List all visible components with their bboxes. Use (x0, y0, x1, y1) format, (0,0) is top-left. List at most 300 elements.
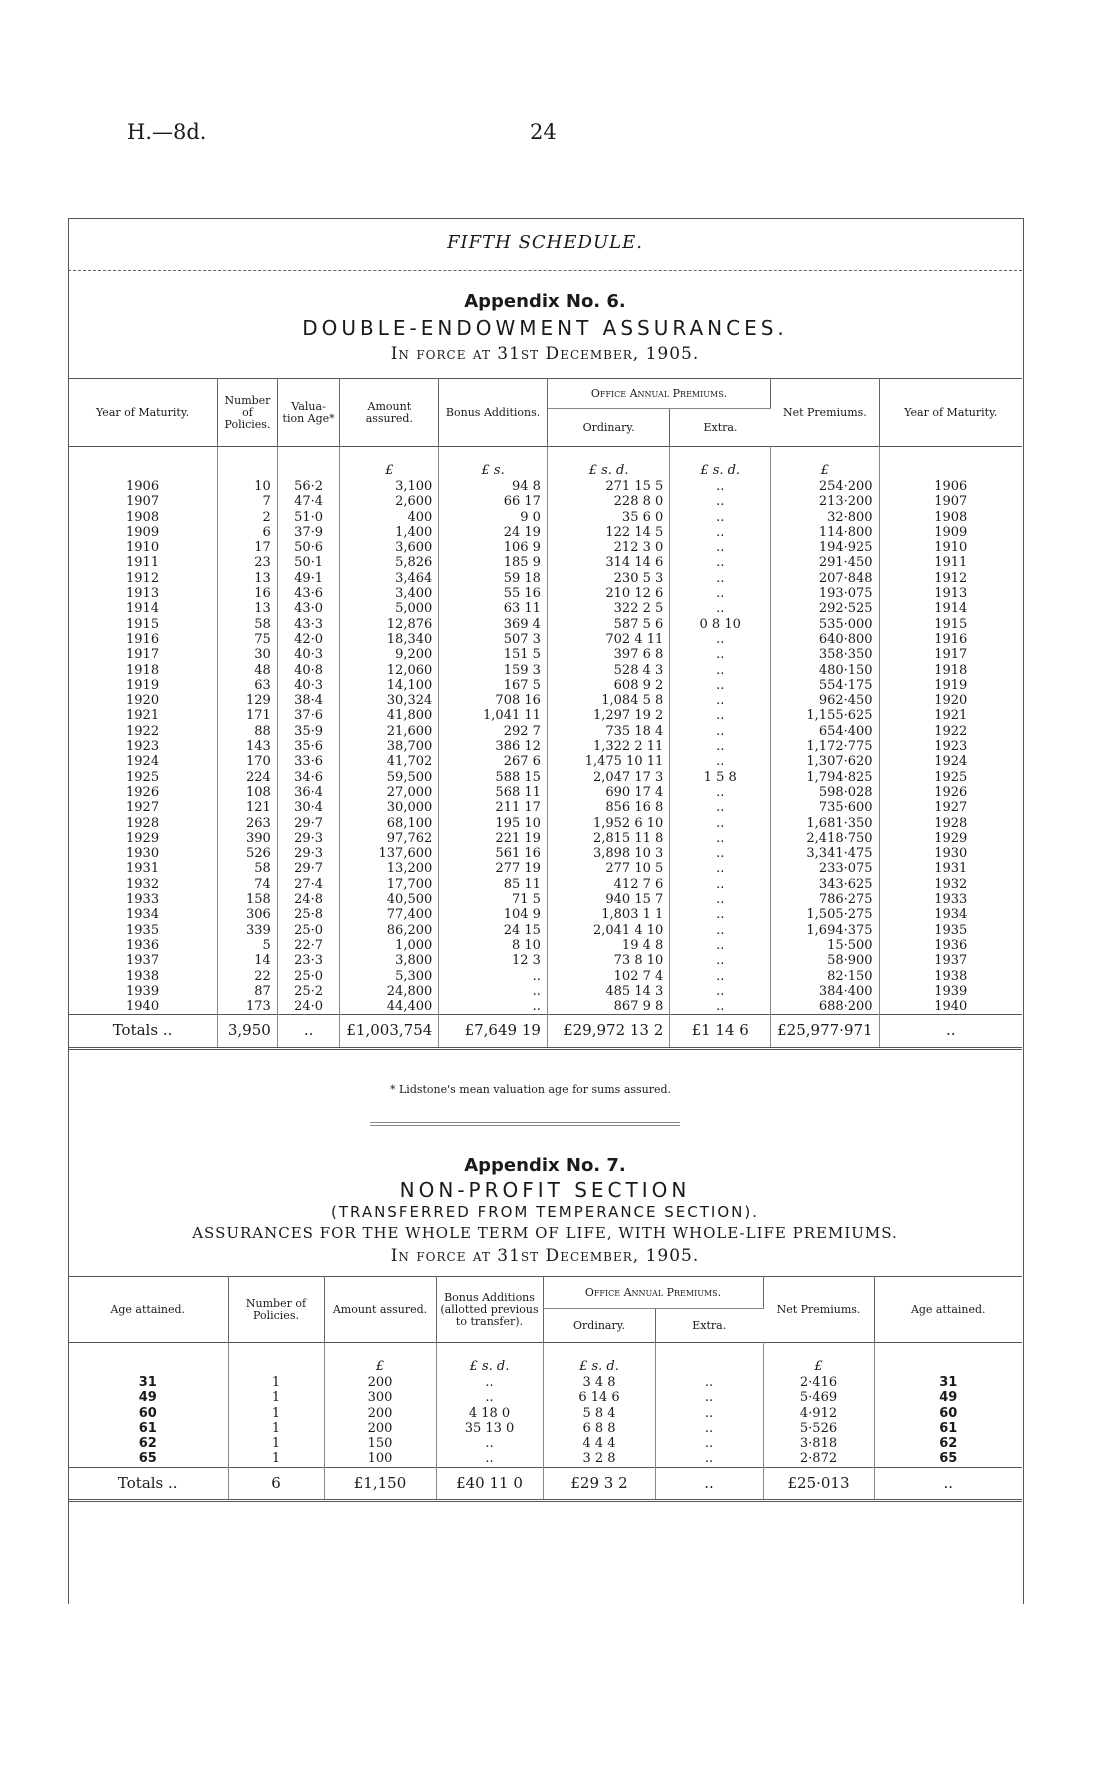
cell-valuation-age: 42·0 (277, 632, 340, 647)
cell-number: 7 (218, 494, 278, 509)
unit-amount: £ (324, 1343, 436, 1376)
cell-number: 173 (218, 999, 278, 1015)
cell-year-2: 1912 (934, 570, 968, 586)
cell-age-2: 60 (939, 1405, 958, 1421)
cell-extra: .. (655, 1436, 763, 1451)
units-row (68, 1343, 1022, 1376)
cell-extra: .. (655, 1390, 763, 1405)
table-row (68, 586, 1022, 601)
cell-year: 1938 (68, 969, 218, 984)
cell-year-2: 1930 (934, 846, 968, 862)
cell-net: 654·400 (771, 724, 879, 739)
cell-net: 554·175 (771, 678, 879, 693)
cell-amount: 100 (324, 1451, 436, 1467)
table-row (68, 494, 1022, 509)
cell-ordinary: 322 2 5 (547, 601, 669, 616)
cell-extra: .. (670, 923, 771, 938)
cell-net: 688·200 (771, 999, 879, 1015)
cell-extra: .. (670, 846, 771, 861)
cell-number: 1 (228, 1406, 324, 1421)
cell-ordinary: 5 8 4 (543, 1406, 655, 1421)
cell-valuation-age: 50·6 (277, 540, 340, 555)
col-office-premiums: Office Annual Premiums. (543, 1277, 763, 1309)
cell-year: 1907 (68, 494, 218, 509)
table-row (68, 1390, 1022, 1405)
table-row (68, 693, 1022, 708)
cell-ordinary: 2,041 4 10 (547, 923, 669, 938)
cell-number: 75 (218, 632, 278, 647)
cell-ordinary: 690 17 4 (547, 785, 669, 800)
cell-amount: 9,200 (340, 647, 439, 662)
cell-net: 32·800 (771, 510, 879, 525)
table-row (68, 540, 1022, 555)
cell-ordinary: 230 5 3 (547, 571, 669, 586)
col-ordinary: Ordinary. (543, 1309, 655, 1343)
cell-year-2: 1921 (934, 708, 968, 724)
cell-amount: 41,800 (340, 708, 439, 723)
cell-amount: 200 (324, 1375, 436, 1390)
cell-amount: 12,876 (340, 617, 439, 632)
col-ordinary: Ordinary. (547, 409, 669, 447)
document-reference: H.—8d. (127, 120, 207, 144)
cell-year-2: 1923 (934, 739, 968, 755)
cell-ordinary: 3,898 10 3 (547, 846, 669, 861)
cell-year: 1910 (68, 540, 218, 555)
table-row (68, 479, 1022, 494)
cell-bonus: 167 5 (439, 678, 548, 693)
cell-year: 1920 (68, 693, 218, 708)
cell-amount: 3,100 (340, 479, 439, 494)
cell-net: 640·800 (771, 632, 879, 647)
totals-row (68, 1015, 1022, 1048)
cell-bonus: 55 16 (439, 586, 548, 601)
cell-amount: 200 (324, 1406, 436, 1421)
table-row (68, 647, 1022, 662)
table-row (68, 754, 1022, 769)
cell-extra: 0 8 10 (670, 617, 771, 632)
cell-valuation-age: 29·7 (277, 861, 340, 876)
divider (68, 270, 1022, 271)
cell-extra: .. (670, 601, 771, 616)
appendix-7-subheading-3: In force at 31st December, 1905. (390, 1246, 700, 1266)
cell-number: 1 (228, 1451, 324, 1467)
cell-valuation-age: 43·6 (277, 586, 340, 601)
cell-valuation-age: 47·4 (277, 494, 340, 509)
cell-amount: 68,100 (340, 816, 439, 831)
cell-amount: 5,000 (340, 601, 439, 616)
cell-net: 207·848 (771, 571, 879, 586)
cell-number: 58 (218, 861, 278, 876)
cell-year: 1933 (68, 892, 218, 907)
totals-extra: .. (655, 1467, 763, 1500)
cell-year-2: 1909 (934, 524, 968, 540)
cell-age: 60 (68, 1406, 228, 1421)
table-row (68, 571, 1022, 586)
table-row (68, 555, 1022, 570)
cell-bonus: 221 19 (439, 831, 548, 846)
cell-bonus: .. (436, 1390, 543, 1405)
cell-bonus: .. (436, 1375, 543, 1390)
cell-net: 194·925 (771, 540, 879, 555)
cell-ordinary: 856 16 8 (547, 800, 669, 815)
totals-number: 6 (228, 1467, 324, 1500)
col-net: Net Premiums. (771, 379, 879, 447)
cell-extra: .. (670, 984, 771, 999)
cell-ordinary: 1,475 10 11 (547, 754, 669, 769)
cell-number: 13 (218, 571, 278, 586)
cell-bonus: 104 9 (439, 907, 548, 922)
cell-bonus: 4 18 0 (436, 1406, 543, 1421)
cell-number: 16 (218, 586, 278, 601)
cell-number: 48 (218, 663, 278, 678)
cell-ordinary: 2,047 17 3 (547, 770, 669, 785)
divider (370, 1122, 680, 1123)
cell-year-2: 1928 (934, 815, 968, 831)
cell-year: 1906 (68, 479, 218, 494)
col-number: Number of Policies. (228, 1277, 324, 1343)
cell-year: 1928 (68, 816, 218, 831)
cell-valuation-age: 27·4 (277, 877, 340, 892)
cell-year-2: 1932 (934, 876, 968, 892)
totals-age: .. (277, 1015, 340, 1048)
cell-ordinary: 702 4 11 (547, 632, 669, 647)
cell-year-2: 1911 (934, 555, 968, 571)
totals-row (68, 1467, 1022, 1500)
appendix-6-table (68, 378, 1022, 1050)
cell-valuation-age: 40·3 (277, 678, 340, 693)
cell-ordinary: 397 6 8 (547, 647, 669, 662)
schedule-title: FIFTH SCHEDULE. (447, 232, 643, 253)
totals-ordinary: £29 3 2 (543, 1467, 655, 1500)
cell-net: 735·600 (771, 800, 879, 815)
col-year-2: Year of Maturity. (879, 379, 1022, 447)
cell-net: 343·625 (771, 877, 879, 892)
cell-extra: .. (655, 1451, 763, 1467)
cell-ordinary: 3 4 8 (543, 1375, 655, 1390)
cell-year: 1919 (68, 678, 218, 693)
cell-number: 10 (218, 479, 278, 494)
cell-valuation-age: 51·0 (277, 510, 340, 525)
cell-amount: 24,800 (340, 984, 439, 999)
table-row (68, 800, 1022, 815)
cell-year-2: 1940 (934, 999, 968, 1015)
cell-net: 358·350 (771, 647, 879, 662)
cell-number: 23 (218, 555, 278, 570)
cell-extra: .. (670, 953, 771, 968)
cell-valuation-age: 29·3 (277, 846, 340, 861)
cell-year-2: 1920 (934, 693, 968, 709)
table-row (68, 861, 1022, 876)
cell-year-2: 1934 (934, 907, 968, 923)
unit-ordinary: £ s. d. (543, 1343, 655, 1376)
cell-net: 2·416 (763, 1375, 874, 1390)
cell-ordinary: 210 12 6 (547, 586, 669, 601)
cell-year-2: 1919 (934, 677, 968, 693)
cell-year: 1912 (68, 571, 218, 586)
totals-age: .. (874, 1467, 1022, 1500)
cell-bonus: 386 12 (439, 739, 548, 754)
totals-number: 3,950 (218, 1015, 278, 1048)
appendix-7-subheading-2: ASSURANCES FOR THE WHOLE TERM OF LIFE, WITH WHOLE-LIFE PREMIUMS. (192, 1224, 898, 1242)
cell-year: 1926 (68, 785, 218, 800)
cell-amount: 1,400 (340, 525, 439, 540)
cell-amount: 77,400 (340, 907, 439, 922)
cell-net: 5·469 (763, 1390, 874, 1405)
cell-bonus: 211 17 (439, 800, 548, 815)
cell-amount: 1,000 (340, 938, 439, 953)
cell-year: 1936 (68, 938, 218, 953)
cell-net: 4·912 (763, 1406, 874, 1421)
cell-number: 22 (218, 969, 278, 984)
cell-extra: .. (670, 785, 771, 800)
cell-ordinary: 412 7 6 (547, 877, 669, 892)
cell-net: 3·818 (763, 1436, 874, 1451)
cell-ordinary: 2,815 11 8 (547, 831, 669, 846)
col-bonus: Bonus Additions. (439, 379, 548, 447)
table-row (68, 601, 1022, 616)
col-extra: Extra. (692, 1318, 727, 1332)
cell-net: 2,418·750 (771, 831, 879, 846)
cell-bonus: 277 19 (439, 861, 548, 876)
cell-net: 5·526 (763, 1421, 874, 1436)
appendix-6-subheading: In force at 31st December, 1905. (390, 344, 700, 364)
cell-extra: .. (670, 678, 771, 693)
cell-extra: .. (670, 510, 771, 525)
cell-valuation-age: 22·7 (277, 938, 340, 953)
cell-number: 121 (218, 800, 278, 815)
cell-year-2: 1938 (934, 968, 968, 984)
unit-bonus: £ s. d. (436, 1343, 543, 1376)
table-row (68, 770, 1022, 785)
table-row (68, 953, 1022, 968)
cell-bonus: 94 8 (439, 479, 548, 494)
cell-number: 306 (218, 907, 278, 922)
cell-ordinary: 1,084 5 8 (547, 693, 669, 708)
cell-amount: 12,060 (340, 663, 439, 678)
cell-net: 2·872 (763, 1451, 874, 1467)
cell-extra: .. (670, 571, 771, 586)
cell-year: 1916 (68, 632, 218, 647)
cell-amount: 14,100 (340, 678, 439, 693)
cell-year: 1918 (68, 663, 218, 678)
cell-number: 74 (218, 877, 278, 892)
cell-amount: 21,600 (340, 724, 439, 739)
cell-year-2: 1922 (934, 723, 968, 739)
col-bonus: Bonus Additions (allotted previous to transfer). (436, 1277, 543, 1343)
cell-net: 82·150 (771, 969, 879, 984)
cell-ordinary: 485 14 3 (547, 984, 669, 999)
cell-net: 480·150 (771, 663, 879, 678)
cell-amount: 97,762 (340, 831, 439, 846)
cell-extra: .. (670, 816, 771, 831)
cell-amount: 41,702 (340, 754, 439, 769)
cell-net: 535·000 (771, 617, 879, 632)
cell-valuation-age: 43·0 (277, 601, 340, 616)
cell-extra: .. (670, 892, 771, 907)
cell-bonus: .. (439, 999, 548, 1015)
table-row (68, 999, 1022, 1015)
cell-amount: 40,500 (340, 892, 439, 907)
cell-valuation-age: 38·4 (277, 693, 340, 708)
col-office-premiums: Office Annual Premiums. (547, 379, 770, 409)
cell-year: 1915 (68, 617, 218, 632)
cell-net: 384·400 (771, 984, 879, 999)
cell-age-2: 49 (939, 1390, 958, 1406)
cell-ordinary: 735 18 4 (547, 724, 669, 739)
cell-bonus: 59 18 (439, 571, 548, 586)
cell-extra: .. (670, 632, 771, 647)
cell-number: 17 (218, 540, 278, 555)
table-row (68, 1421, 1022, 1436)
table-row (68, 877, 1022, 892)
cell-bonus: .. (439, 969, 548, 984)
cell-net: 1,155·625 (771, 708, 879, 723)
cell-number: 88 (218, 724, 278, 739)
cell-year-2: 1927 (934, 800, 968, 816)
cell-year-2: 1924 (934, 754, 968, 770)
totals-net: £25·013 (763, 1467, 874, 1500)
cell-bonus: 63 11 (439, 601, 548, 616)
table-row (68, 892, 1022, 907)
cell-bonus: .. (436, 1436, 543, 1451)
cell-ordinary: 528 4 3 (547, 663, 669, 678)
cell-bonus: 507 3 (439, 632, 548, 647)
cell-number: 1 (228, 1436, 324, 1451)
cell-year-2: 1906 (934, 479, 968, 494)
cell-number: 1 (228, 1421, 324, 1436)
cell-year: 1923 (68, 739, 218, 754)
table-row (68, 632, 1022, 647)
cell-year: 1913 (68, 586, 218, 601)
unit-amount: £ (340, 447, 439, 480)
cell-valuation-age: 25·8 (277, 907, 340, 922)
cell-valuation-age: 25·0 (277, 923, 340, 938)
cell-number: 158 (218, 892, 278, 907)
cell-bonus: 12 3 (439, 953, 548, 968)
cell-valuation-age: 24·0 (277, 999, 340, 1015)
cell-number: 58 (218, 617, 278, 632)
table-row (68, 831, 1022, 846)
divider (370, 1125, 680, 1126)
cell-amount: 200 (324, 1421, 436, 1436)
cell-number: 170 (218, 754, 278, 769)
cell-net: 1,794·825 (771, 770, 879, 785)
cell-extra: .. (670, 494, 771, 509)
cell-valuation-age: 37·6 (277, 708, 340, 723)
table-row (68, 785, 1022, 800)
cell-ordinary: 73 8 10 (547, 953, 669, 968)
cell-extra: .. (670, 831, 771, 846)
totals-label: Totals .. (68, 1467, 228, 1500)
cell-number: 5 (218, 938, 278, 953)
cell-bonus: 369 4 (439, 617, 548, 632)
cell-bonus: 71 5 (439, 892, 548, 907)
cell-net: 291·450 (771, 555, 879, 570)
cell-bonus: 8 10 (439, 938, 548, 953)
table-row (68, 846, 1022, 861)
cell-valuation-age: 40·3 (277, 647, 340, 662)
cell-ordinary: 122 14 5 (547, 525, 669, 540)
cell-year-2: 1918 (934, 662, 968, 678)
table-row (68, 1375, 1022, 1390)
cell-valuation-age: 56·2 (277, 479, 340, 494)
cell-valuation-age: 50·1 (277, 555, 340, 570)
cell-year: 1909 (68, 525, 218, 540)
table-row (68, 510, 1022, 525)
cell-extra: .. (670, 586, 771, 601)
cell-valuation-age: 23·3 (277, 953, 340, 968)
cell-number: 1 (228, 1375, 324, 1390)
cell-year: 1937 (68, 953, 218, 968)
cell-amount: 30,000 (340, 800, 439, 815)
cell-bonus: 9 0 (439, 510, 548, 525)
appendix-7-heading: NON-PROFIT SECTION (399, 1178, 691, 1202)
cell-ordinary: 867 9 8 (547, 999, 669, 1015)
cell-extra: .. (670, 663, 771, 678)
totals-net: £25,977·971 (771, 1015, 879, 1048)
cell-year-2: 1916 (934, 631, 968, 647)
table-row (68, 938, 1022, 953)
cell-net: 292·525 (771, 601, 879, 616)
cell-net: 962·450 (771, 693, 879, 708)
cell-number: 390 (218, 831, 278, 846)
cell-extra: .. (670, 540, 771, 555)
cell-valuation-age: 36·4 (277, 785, 340, 800)
table-row (68, 816, 1022, 831)
cell-extra: .. (670, 479, 771, 494)
cell-year-2: 1914 (934, 601, 968, 617)
totals-bonus: £7,649 19 (439, 1015, 548, 1048)
table-row (68, 923, 1022, 938)
cell-year-2: 1936 (934, 937, 968, 953)
cell-ordinary: 608 9 2 (547, 678, 669, 693)
cell-age-2: 61 (939, 1420, 958, 1436)
totals-bonus: £40 11 0 (436, 1467, 543, 1500)
cell-number: 63 (218, 678, 278, 693)
unit-net: £ (763, 1343, 874, 1376)
cell-year: 1921 (68, 708, 218, 723)
cell-net: 1,694·375 (771, 923, 879, 938)
cell-number: 143 (218, 739, 278, 754)
cell-bonus: 151 5 (439, 647, 548, 662)
cell-valuation-age: 43·3 (277, 617, 340, 632)
cell-year-2: 1939 (934, 983, 968, 999)
cell-number: 30 (218, 647, 278, 662)
cell-extra: .. (670, 907, 771, 922)
cell-year-2: 1929 (934, 830, 968, 846)
cell-amount: 3,600 (340, 540, 439, 555)
cell-year-2: 1910 (934, 540, 968, 556)
cell-bonus: 85 11 (439, 877, 548, 892)
cell-bonus: 1,041 11 (439, 708, 548, 723)
cell-extra: .. (670, 754, 771, 769)
cell-year: 1934 (68, 907, 218, 922)
cell-ordinary: 4 4 4 (543, 1436, 655, 1451)
table-row (68, 724, 1022, 739)
cell-amount: 17,700 (340, 877, 439, 892)
cell-amount: 59,500 (340, 770, 439, 785)
cell-age: 49 (68, 1390, 228, 1405)
cell-bonus: 159 3 (439, 663, 548, 678)
cell-amount: 13,200 (340, 861, 439, 876)
cell-extra: 1 5 8 (670, 770, 771, 785)
cell-net: 15·500 (771, 938, 879, 953)
totals-extra: £1 14 6 (670, 1015, 771, 1048)
totals-label: Totals .. (68, 1015, 218, 1048)
unit-net: £ (771, 447, 879, 480)
cell-amount: 150 (324, 1436, 436, 1451)
cell-net: 254·200 (771, 479, 879, 494)
